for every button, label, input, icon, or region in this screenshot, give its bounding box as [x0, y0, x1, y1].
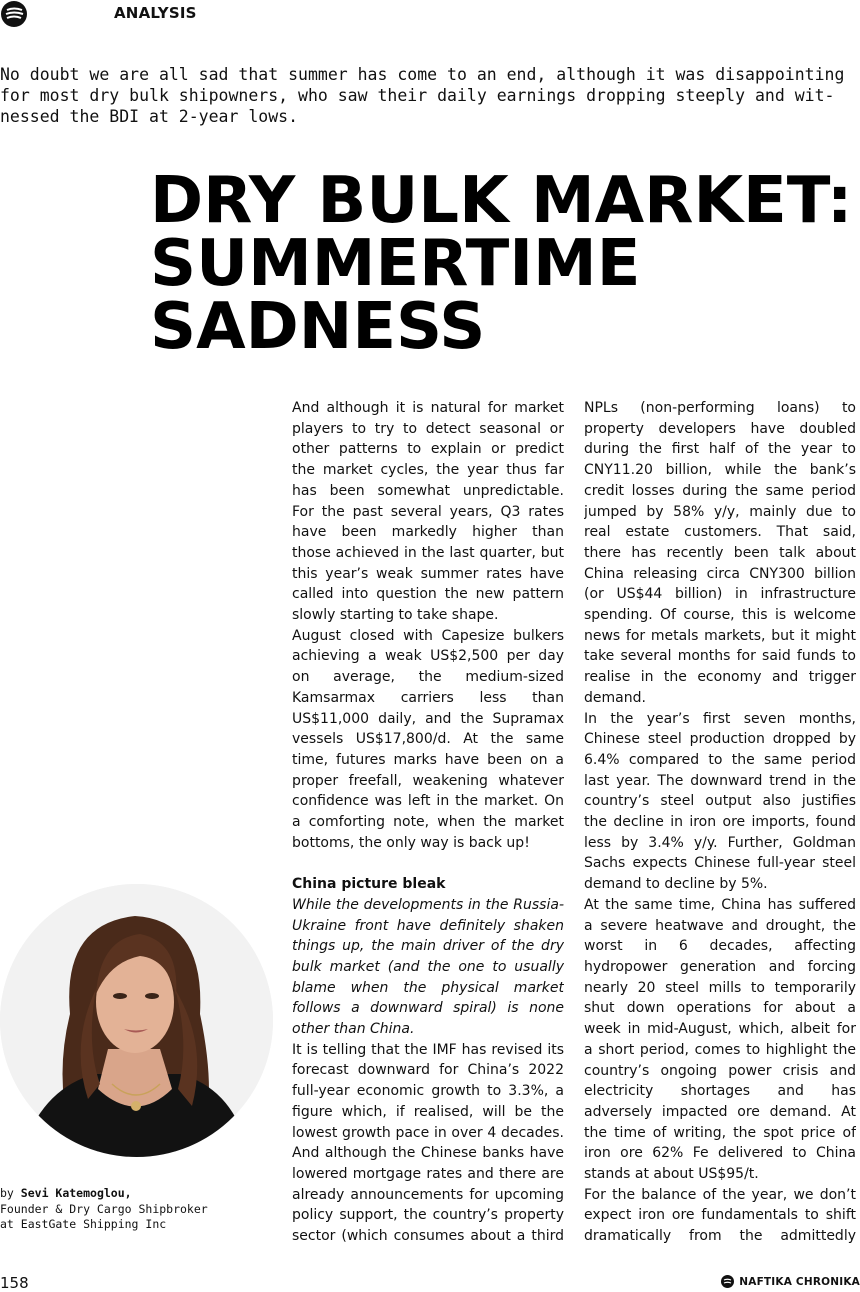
page-number: 158	[0, 1274, 29, 1292]
headline-line-3: SADNESS	[150, 290, 486, 364]
page-title	[150, 164, 853, 364]
author-role-line-2: at EastGate Shipping Inc	[0, 1217, 167, 1231]
article-paragraph: NPLs (non-performing loans) to property developers have doubled during the first half of the year to CNY11.20 billion, while the bank’s credit losses during the same period jumped by 58% y/y, mainly due to real estate customers. That said, there has recently been talk about China releasing circa CNY300 billion (or US$44 billion) in infrastructure spending. Of course, this is welcome news for metals markets, but it might take several months for said funds to realise in the economy and trigger demand.	[584, 400, 856, 706]
headline-line-2: SUMMERTIME	[150, 227, 641, 301]
naftika-chronika-logo-icon	[721, 1275, 734, 1288]
intro-paragraph: No doubt we are all sad that summer has come to an end, although it was disappointing for most dry bulk shipowners, who saw their daily earnings dropping steeply and wit- nessed the BDI at 2-year lows.	[0, 65, 845, 126]
author-byline	[0, 1186, 280, 1233]
article-paragraph: It is telling that the IMF has revised its forecast downward for China’s 2022 full-year economic growth to 3.3%, a figure which, if realised, will be the lowest growth pace in over 4 decades. And although the Chinese banks have lowered mortgage rates and there are already announcements for upcoming policy support, the country’s property sector (which consumes about a third	[292, 1041, 564, 1245]
article-pullout-paragraph: While the developments in the Russia-Ukraine front have definitely shaken things up, the main driver of the dry bulk market (and the one to usually blame when the physical market follows a downward spiral) is none other than China.	[292, 896, 564, 1038]
footer-brand	[721, 1275, 860, 1288]
footer-brand-name: NAFTIKA CHRONIKA	[739, 1275, 860, 1288]
section-label: ANALYSIS	[114, 4, 197, 22]
author-name: Sevi Katemoglou,	[20, 1186, 132, 1200]
article-paragraph: And although it is natural for market players to try to detect seasonal or other patterns to explain or predict the market cycles, the year thus far has been somewhat unpredictable. For the past several years, Q3 rates have been markedly higher than those achieved in the last quarter, but this year’s weak summer rates have called into question the new pattern slowly starting to take shape.	[292, 400, 564, 624]
article-subheading: China picture bleak	[292, 876, 446, 893]
author-role-line-1: Founder & Dry Cargo Shipbroker	[0, 1201, 208, 1216]
article-paragraph: August closed with Capesize bulkers achieving a weak US$2,500 per day on average, the medium-sized Kamsarmax carriers less than US$11,000 daily, and the Supramax vessels US$17,800/d. At the same time, futures marks have been on a proper freefall, weakening whatever confidence was left in the market. On a comforting note, when the market bottoms, the only way is back up!	[292, 627, 564, 851]
headline-line-1: DRY BULK MARKET:	[150, 164, 853, 238]
publication-logo-icon	[1, 1, 27, 27]
article-column-left	[292, 398, 564, 1248]
author-portrait	[0, 884, 273, 1157]
byline-prefix: by	[0, 1186, 14, 1200]
article-paragraph: At the same time, China has suffered a severe heatwave and drought, the worst in 6 decades, affecting hydropower generation and forcing nearly 20 steel mills to temporarily shut down operations for about a week in mid-August, which, albeit for a short period, comes to highlight the country’s ongoing power crisis and electricity shortages and has adversely impacted ore demand. At the time of writing, the spot price of iron ore 62% Fe delivered to China stands at about US$95/t.	[584, 896, 856, 1183]
article-column-right	[584, 398, 856, 1248]
article-paragraph: For the balance of the year, we don’t expect iron ore fundamentals to shift dramatically from the admittedly	[584, 1186, 856, 1245]
article-paragraph: In the year’s first seven months, Chinese steel production dropped by 6.4% compared to the same period last year. The downward trend in the country’s steel output also justifies the decline in iron ore imports, found less by 3.4% y/y. Further, Goldman Sachs expects Chinese full-year steel demand to decline by 5%.	[584, 710, 856, 893]
